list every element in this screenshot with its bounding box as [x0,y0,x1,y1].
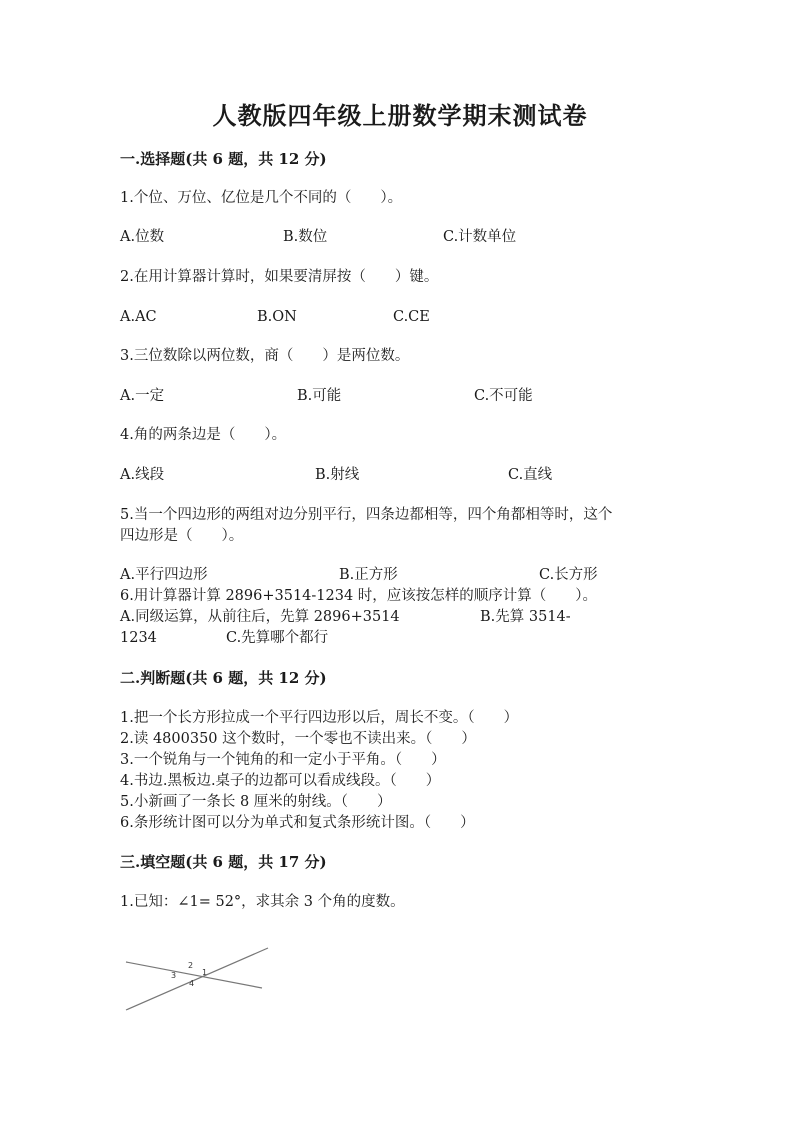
fill-q1-stem: 1.已知：∠1= 52°，求其余 3 个角的度数。 [120,894,405,910]
judge-item-6: 6.条形统计图可以分为单式和复式条形统计图。（ ） [120,815,475,831]
q5-stem-line1: 5.当一个四边形的两组对边分别平行，四条边都相等，四个角都相等时，这个 [120,507,613,523]
q3-option-b: B.可能 [297,388,342,404]
q4-option-b: B.射线 [315,467,360,483]
q2-stem: 2.在用计算器计算时，如果要清屏按（ ）键。 [120,269,439,285]
intersecting-lines-figure [118,940,278,1020]
q4-option-a: A.线段 [120,467,165,483]
q6-stem: 6.用计算器计算 2896+3514-1234 时，应该按怎样的顺序计算（ ）。 [120,588,598,604]
q3-stem: 3.三位数除以两位数，商（ ）是两位数。 [120,348,410,364]
q5-option-a: A.平行四边形 [120,567,208,583]
q4-option-c: C.直线 [508,467,553,483]
angle-label-1: 1 [202,968,208,977]
q6-option-b-part1: B.先算 3514- [480,609,571,625]
q2-option-a: A.AC [120,309,157,325]
judge-item-3: 3.一个锐角与一个钝角的和一定小于平角。（ ） [120,752,446,768]
judge-item-4: 4.书边.黑板边.桌子的边都可以看成线段。（ ） [120,773,441,789]
judge-item-1: 1.把一个长方形拉成一个平行四边形以后，周长不变。（ ） [120,710,519,726]
section1-heading: 一.选择题(共 6 题，共 12 分) [120,150,327,168]
section2-heading: 二.判断题(共 6 题，共 12 分) [120,669,327,687]
q1-option-c: C.计数单位 [443,229,517,245]
q6-option-b-part2: 1234 [120,630,157,646]
q5-stem-line2: 四边形是（ ）。 [120,528,244,544]
q3-option-a: A.一定 [120,388,165,404]
q5-option-c: C.长方形 [539,567,598,583]
q1-option-b: B.数位 [283,229,328,245]
q1-option-a: A.位数 [120,229,165,245]
q3-option-c: C.不可能 [474,388,533,404]
q5-option-b: B.正方形 [339,567,398,583]
angle-label-3: 3 [171,971,177,980]
angle-label-2: 2 [188,961,194,970]
q6-option-a: A.同级运算，从前往后，先算 2896+3514 [120,609,400,625]
judge-item-2: 2.读 4800350 这个数时，一个零也不读出来。（ ） [120,731,476,747]
line-b [126,948,268,1010]
q2-option-c: C.CE [393,309,430,325]
q4-stem: 4.角的两条边是（ ）。 [120,427,287,443]
q1-stem: 1.个位、万位、亿位是几个不同的（ ）。 [120,190,403,206]
q6-option-c: C.先算哪个都行 [226,630,329,646]
section3-heading: 三.填空题(共 6 题，共 17 分) [120,853,327,871]
judge-item-5: 5.小新画了一条长 8 厘米的射线。（ ） [120,794,392,810]
angle-label-4: 4 [189,979,195,988]
page-title: 人教版四年级上册数学期末测试卷 [212,101,588,130]
q2-option-b: B.ON [257,309,297,325]
